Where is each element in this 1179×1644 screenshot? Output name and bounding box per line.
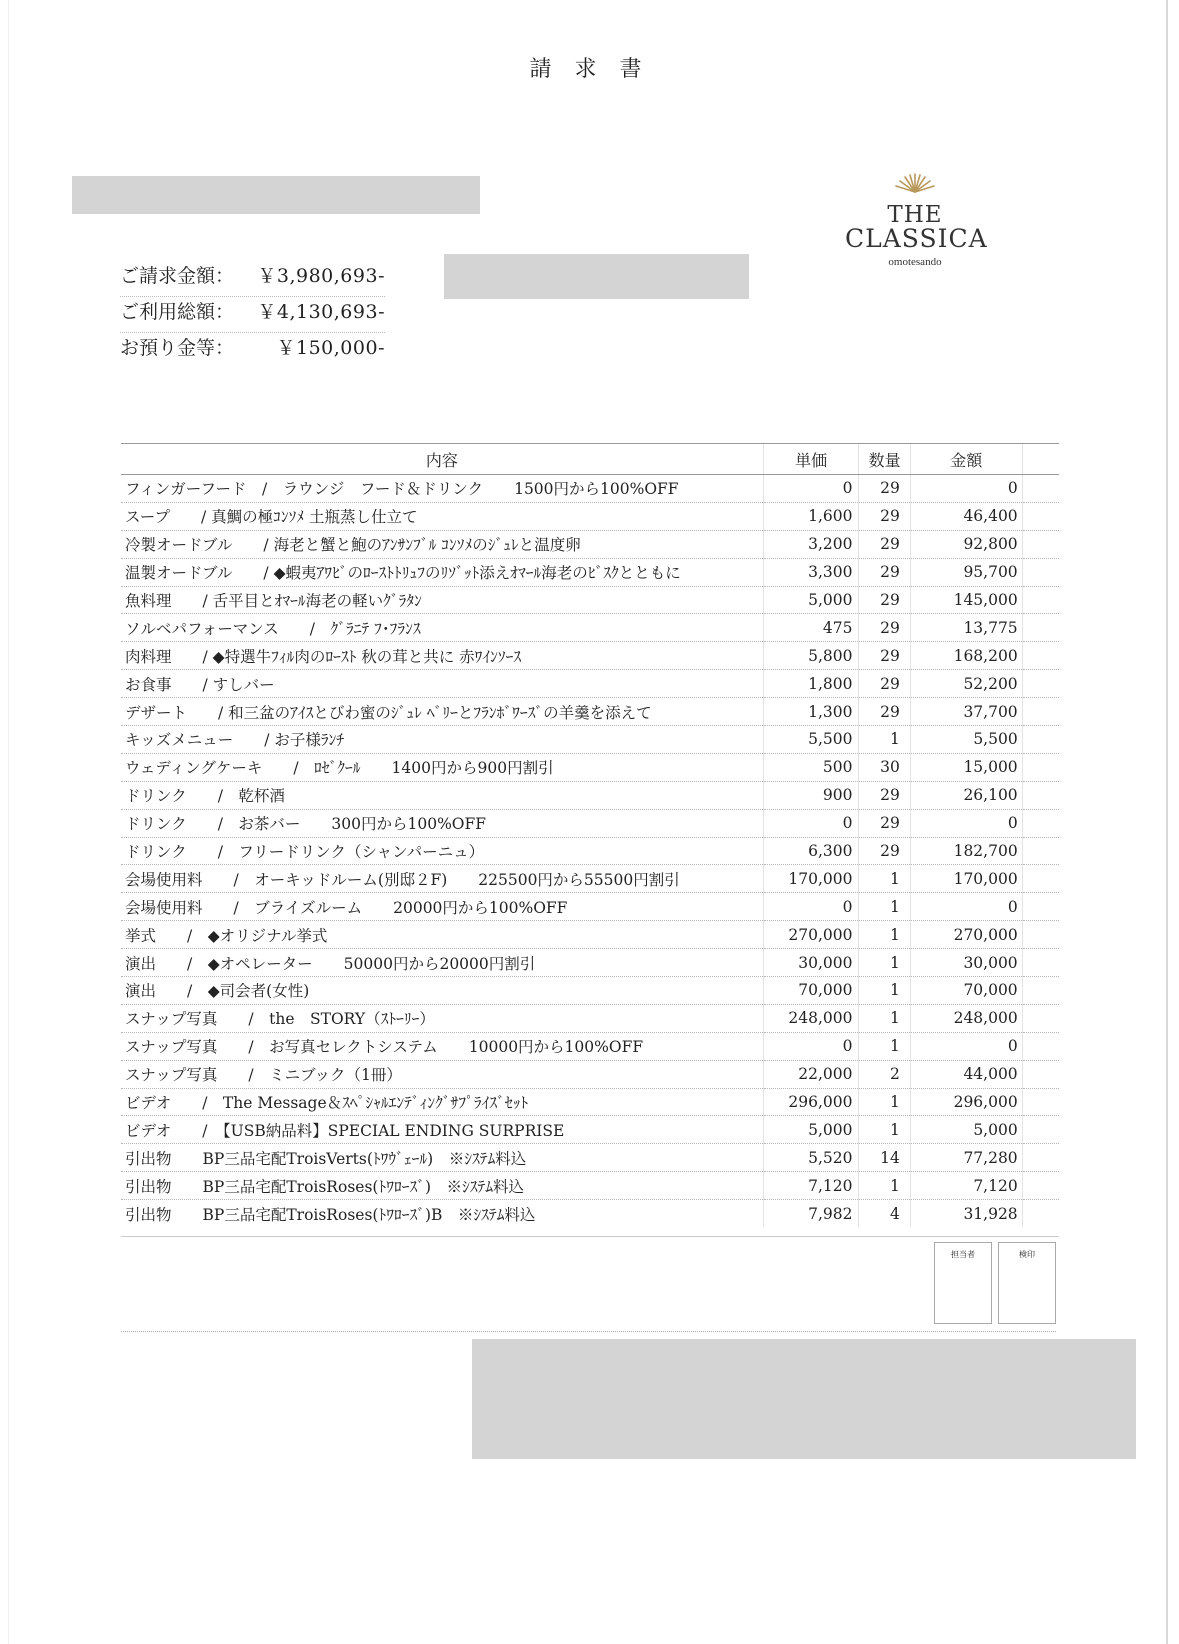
logo-text-the: THE bbox=[887, 202, 943, 228]
item-amount: 248,000 bbox=[910, 1004, 1022, 1032]
row-spacer bbox=[1022, 586, 1059, 614]
row-spacer bbox=[1022, 726, 1059, 754]
row-spacer bbox=[1022, 614, 1059, 642]
item-unit-price: 5,800 bbox=[763, 642, 859, 670]
item-amount: 145,000 bbox=[910, 586, 1022, 614]
item-quantity: 29 bbox=[859, 781, 910, 809]
item-unit-price: 0 bbox=[763, 1032, 859, 1060]
item-quantity: 29 bbox=[859, 698, 910, 726]
item-amount: 95,700 bbox=[910, 558, 1022, 586]
item-unit-price: 1,300 bbox=[763, 698, 859, 726]
row-spacer bbox=[1022, 753, 1059, 781]
item-quantity: 14 bbox=[859, 1144, 910, 1172]
table-row bbox=[121, 698, 1059, 726]
item-quantity: 29 bbox=[859, 809, 910, 837]
item-unit-price: 248,000 bbox=[763, 1004, 859, 1032]
item-description: お食事 / すしバー bbox=[121, 670, 763, 698]
item-description: 演出 / ◆司会者(女性) bbox=[121, 977, 763, 1005]
row-spacer bbox=[1022, 558, 1059, 586]
table-row bbox=[121, 949, 1059, 977]
redacted-footer bbox=[472, 1339, 1136, 1459]
item-quantity: 1 bbox=[859, 1172, 910, 1200]
item-quantity: 29 bbox=[859, 530, 910, 558]
item-unit-price: 475 bbox=[763, 614, 859, 642]
header-desc: 内容 bbox=[121, 444, 763, 475]
item-description: ドリンク / お茶バー 300円から100%OFF bbox=[121, 809, 763, 837]
table-row bbox=[121, 1200, 1059, 1227]
logo-text-classica: CLASSICA bbox=[845, 224, 988, 253]
item-description: ウェディングケーキ / ﾛｾﾞｸｰﾙ 1400円から900円割引 bbox=[121, 753, 763, 781]
row-spacer bbox=[1022, 1032, 1059, 1060]
item-quantity: 1 bbox=[859, 921, 910, 949]
item-unit-price: 1,600 bbox=[763, 502, 859, 530]
item-quantity: 1 bbox=[859, 977, 910, 1005]
stamp-box-seal bbox=[998, 1242, 1056, 1324]
table-row bbox=[121, 586, 1059, 614]
item-amount: 30,000 bbox=[910, 949, 1022, 977]
row-spacer bbox=[1022, 1116, 1059, 1144]
item-quantity: 30 bbox=[859, 753, 910, 781]
row-spacer bbox=[1022, 1060, 1059, 1088]
item-quantity: 29 bbox=[859, 502, 910, 530]
item-quantity: 1 bbox=[859, 1004, 910, 1032]
item-amount: 26,100 bbox=[910, 781, 1022, 809]
header-amount: 金額 bbox=[910, 444, 1022, 475]
item-unit-price: 6,300 bbox=[763, 837, 859, 865]
row-spacer bbox=[1022, 1172, 1059, 1200]
item-amount: 0 bbox=[910, 809, 1022, 837]
item-description: キッズメニュー / お子様ﾗﾝﾁ bbox=[121, 726, 763, 754]
item-description: スープ / 真鯛の極ｺﾝｿﾒ 土瓶蒸し仕立て bbox=[121, 502, 763, 530]
item-description: ドリンク / フリードリンク（シャンパーニュ） bbox=[121, 837, 763, 865]
invoice-items-table bbox=[121, 443, 1059, 1227]
item-description: 会場使用料 / オーキッドルーム(別邸２F) 225500円から55500円割引 bbox=[121, 865, 763, 893]
item-quantity: 1 bbox=[859, 893, 910, 921]
table-row bbox=[121, 530, 1059, 558]
bottom-divider bbox=[121, 1331, 1056, 1332]
item-quantity: 29 bbox=[859, 614, 910, 642]
stamp-label-seal: 検印 bbox=[1019, 1250, 1035, 1259]
item-unit-price: 0 bbox=[763, 809, 859, 837]
header-qty: 数量 bbox=[859, 444, 910, 475]
item-amount: 92,800 bbox=[910, 530, 1022, 558]
table-row bbox=[121, 475, 1059, 503]
item-description: 魚料理 / 舌平目とｵﾏｰﾙ海老の軽いｸﾞﾗﾀﾝ bbox=[121, 586, 763, 614]
table-row bbox=[121, 642, 1059, 670]
table-row bbox=[121, 1004, 1059, 1032]
item-unit-price: 5,000 bbox=[763, 1116, 859, 1144]
item-amount: 5,000 bbox=[910, 1116, 1022, 1144]
table-row bbox=[121, 837, 1059, 865]
row-spacer bbox=[1022, 921, 1059, 949]
item-quantity: 1 bbox=[859, 1088, 910, 1116]
summary-label: ご請求金額： bbox=[120, 265, 235, 287]
table-body bbox=[121, 475, 1059, 1228]
table-row bbox=[121, 781, 1059, 809]
summary-value: ￥150,000- bbox=[276, 337, 385, 359]
item-amount: 0 bbox=[910, 475, 1022, 503]
row-spacer bbox=[1022, 502, 1059, 530]
item-unit-price: 70,000 bbox=[763, 977, 859, 1005]
item-description: デザート / 和三盆のｱｲｽとびわ蜜のｼﾞｭﾚ ﾍﾞﾘｰとﾌﾗﾝﾎﾞﾜｰｽﾞの羊羹を添えて bbox=[121, 698, 763, 726]
table-row bbox=[121, 614, 1059, 642]
item-amount: 46,400 bbox=[910, 502, 1022, 530]
item-amount: 5,500 bbox=[910, 726, 1022, 754]
row-spacer bbox=[1022, 1088, 1059, 1116]
item-unit-price: 1,800 bbox=[763, 670, 859, 698]
header-spacer bbox=[1022, 444, 1059, 475]
table-row bbox=[121, 753, 1059, 781]
table-row bbox=[121, 726, 1059, 754]
row-spacer bbox=[1022, 642, 1059, 670]
stamp-label-staff: 担当者 bbox=[951, 1250, 975, 1259]
summary-value: ￥3,980,693- bbox=[257, 265, 385, 287]
item-description: 引出物 BP三品宅配TroisRoses(ﾄﾜﾛｰｽﾞ)B ※ｼｽﾃﾑ料込 bbox=[125, 1205, 536, 1224]
item-description: 温製オードブル / ◆蝦夷ｱﾜﾋﾞのﾛｰｽﾄﾄﾘｭﾌのﾘｿﾞｯﾄ添えｵﾏｰﾙ海老のﾋﾞｽｸとともに bbox=[121, 558, 763, 586]
item-amount: 0 bbox=[910, 893, 1022, 921]
item-description: フィンガーフード / ラウンジ フード＆ドリンク 1500円から100%OFF bbox=[121, 475, 763, 503]
item-amount: 31,928 bbox=[910, 1200, 1022, 1227]
item-quantity: 29 bbox=[859, 475, 910, 503]
row-spacer bbox=[1022, 475, 1059, 503]
item-amount: 270,000 bbox=[910, 921, 1022, 949]
redacted-recipient bbox=[72, 176, 480, 214]
item-description: ドリンク / 乾杯酒 bbox=[121, 781, 763, 809]
item-quantity: 29 bbox=[859, 670, 910, 698]
item-unit-price: 7,982 bbox=[763, 1200, 859, 1227]
row-spacer bbox=[1022, 698, 1059, 726]
the-classica-logo bbox=[845, 172, 988, 268]
item-unit-price: 0 bbox=[763, 475, 859, 503]
table-row bbox=[121, 1088, 1059, 1116]
row-spacer bbox=[1022, 1200, 1059, 1227]
item-description: 引出物 BP三品宅配TroisVerts(ﾄﾜｳﾞｪｰﾙ) ※ｼｽﾃﾑ料込 bbox=[121, 1144, 763, 1172]
item-description: 冷製オードブル / 海老と蟹と鮑のｱﾝｻﾝﾌﾞﾙ ｺﾝｿﾒのｼﾞｭﾚと温度卵 bbox=[121, 530, 763, 558]
item-quantity: 4 bbox=[859, 1200, 910, 1227]
item-description: ビデオ / 【USB納品料】SPECIAL ENDING SURPRISE bbox=[121, 1116, 763, 1144]
item-amount: 182,700 bbox=[910, 837, 1022, 865]
summary-label: お預り金等： bbox=[120, 337, 235, 359]
item-amount: 70,000 bbox=[910, 977, 1022, 1005]
row-spacer bbox=[1022, 893, 1059, 921]
row-spacer bbox=[1022, 1144, 1059, 1172]
item-quantity: 2 bbox=[859, 1060, 910, 1088]
item-amount: 168,200 bbox=[910, 642, 1022, 670]
item-quantity: 29 bbox=[859, 558, 910, 586]
crown-icon bbox=[892, 172, 938, 194]
item-amount: 13,775 bbox=[910, 614, 1022, 642]
table-row bbox=[121, 1116, 1059, 1144]
summary-label: ご利用総額： bbox=[120, 301, 235, 323]
item-unit-price: 30,000 bbox=[763, 949, 859, 977]
item-description: 引出物 BP三品宅配TroisRoses(ﾄﾜﾛｰｽﾞ) ※ｼｽﾃﾑ料込 bbox=[121, 1172, 763, 1200]
row-spacer bbox=[1022, 530, 1059, 558]
item-unit-price: 170,000 bbox=[763, 865, 859, 893]
row-spacer bbox=[1022, 781, 1059, 809]
summary-row-billed bbox=[120, 261, 385, 297]
item-amount: 7,120 bbox=[910, 1172, 1022, 1200]
stamp-box-staff bbox=[934, 1242, 992, 1324]
table-row bbox=[121, 809, 1059, 837]
summary-row-total bbox=[120, 297, 385, 333]
item-amount: 44,000 bbox=[910, 1060, 1022, 1088]
table-row bbox=[121, 1032, 1059, 1060]
item-quantity: 1 bbox=[859, 949, 910, 977]
item-description: 挙式 / ◆オリジナル挙式 bbox=[121, 921, 763, 949]
item-quantity: 1 bbox=[859, 726, 910, 754]
logo-text-omotesando: omotesando bbox=[888, 256, 942, 268]
table-row bbox=[121, 1060, 1059, 1088]
item-amount: 170,000 bbox=[910, 865, 1022, 893]
row-spacer bbox=[1022, 809, 1059, 837]
item-unit-price: 5,500 bbox=[763, 726, 859, 754]
item-description: 演出 / ◆オペレーター 50000円から20000円割引 bbox=[121, 949, 763, 977]
redacted-info bbox=[444, 254, 749, 299]
item-amount: 37,700 bbox=[910, 698, 1022, 726]
billing-summary bbox=[120, 261, 385, 369]
row-spacer bbox=[1022, 977, 1059, 1005]
item-unit-price: 3,200 bbox=[763, 530, 859, 558]
table-row bbox=[121, 921, 1059, 949]
item-amount: 296,000 bbox=[910, 1088, 1022, 1116]
table-row bbox=[121, 1172, 1059, 1200]
item-description: ソルベパフォーマンス / ｸﾞﾗﾆﾃ ﾌ･ﾌﾗﾝｽ bbox=[121, 614, 763, 642]
row-spacer bbox=[1022, 837, 1059, 865]
table-row bbox=[121, 1144, 1059, 1172]
table-row bbox=[121, 670, 1059, 698]
item-description: ビデオ / The Message＆ｽﾍﾟｼｬﾙｴﾝﾃﾞｨﾝｸﾞｻﾌﾟﾗｲｽﾞｾｯﾄ bbox=[121, 1088, 763, 1116]
item-unit-price: 270,000 bbox=[763, 921, 859, 949]
table-row bbox=[121, 893, 1059, 921]
item-quantity: 1 bbox=[859, 1032, 910, 1060]
table-header-row bbox=[121, 444, 1059, 475]
item-unit-price: 7,120 bbox=[763, 1172, 859, 1200]
row-spacer bbox=[1022, 865, 1059, 893]
item-quantity: 29 bbox=[859, 837, 910, 865]
table-row bbox=[121, 502, 1059, 530]
row-spacer bbox=[1022, 670, 1059, 698]
item-amount: 15,000 bbox=[910, 753, 1022, 781]
item-amount: 52,200 bbox=[910, 670, 1022, 698]
item-unit-price: 0 bbox=[763, 893, 859, 921]
item-description: スナップ写真 / ミニブック（1冊） bbox=[121, 1060, 763, 1088]
item-amount: 77,280 bbox=[910, 1144, 1022, 1172]
table-row bbox=[121, 977, 1059, 1005]
row-spacer bbox=[1022, 1004, 1059, 1032]
item-description: 肉料理 / ◆特選牛ﾌｨﾙ肉のﾛｰｽﾄ 秋の茸と共に 赤ﾜｲﾝｿｰｽ bbox=[121, 642, 763, 670]
table-row bbox=[121, 558, 1059, 586]
table-row bbox=[121, 865, 1059, 893]
item-description: スナップ写真 / the STORY（ｽﾄｰﾘｰ） bbox=[121, 1004, 763, 1032]
item-unit-price: 5,520 bbox=[763, 1144, 859, 1172]
item-unit-price: 296,000 bbox=[763, 1088, 859, 1116]
table-bottom-rule bbox=[121, 1236, 1059, 1237]
item-quantity: 1 bbox=[859, 1116, 910, 1144]
item-amount: 0 bbox=[910, 1032, 1022, 1060]
item-unit-price: 500 bbox=[763, 753, 859, 781]
item-quantity: 1 bbox=[859, 865, 910, 893]
item-unit-price: 900 bbox=[763, 781, 859, 809]
header-price: 単価 bbox=[763, 444, 859, 475]
item-quantity: 29 bbox=[859, 642, 910, 670]
item-quantity: 29 bbox=[859, 586, 910, 614]
item-unit-price: 5,000 bbox=[763, 586, 859, 614]
item-description: 会場使用料 / ブライズルーム 20000円から100%OFF bbox=[121, 893, 763, 921]
item-unit-price: 22,000 bbox=[763, 1060, 859, 1088]
item-description: スナップ写真 / お写真セレクトシステム 10000円から100%OFF bbox=[121, 1032, 763, 1060]
document-title: 請 求 書 bbox=[529, 57, 650, 82]
summary-value: ￥4,130,693- bbox=[257, 301, 385, 323]
item-unit-price: 3,300 bbox=[763, 558, 859, 586]
summary-row-deposit bbox=[120, 333, 385, 369]
row-spacer bbox=[1022, 949, 1059, 977]
